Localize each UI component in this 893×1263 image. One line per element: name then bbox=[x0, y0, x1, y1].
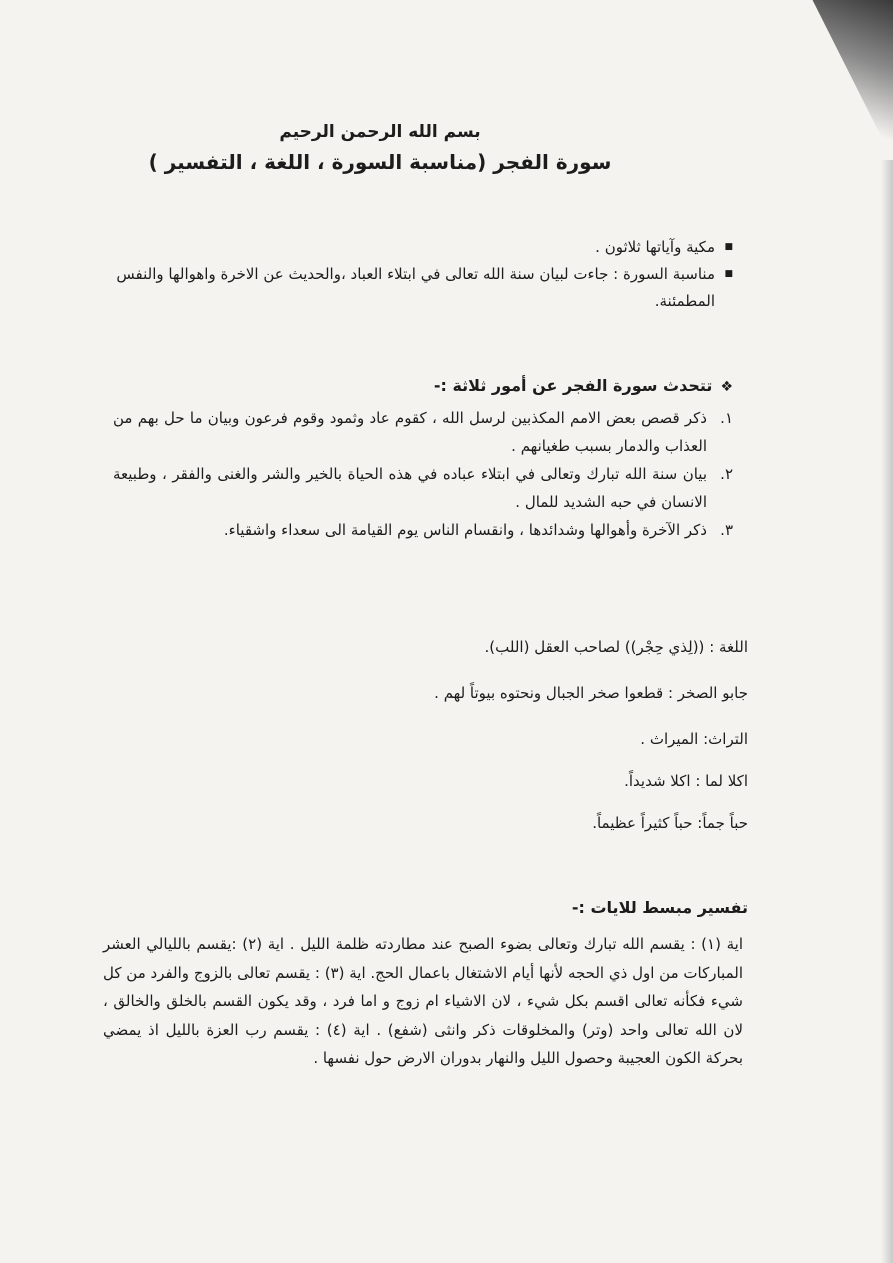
page-title: سورة الفجر (مناسبة السورة ، اللغة ، التفسير ) bbox=[148, 150, 612, 174]
topic-number: ٣. bbox=[720, 521, 733, 539]
topics-heading: ❖تتحدث سورة الفجر عن أمور ثلاثة :- bbox=[433, 376, 733, 395]
diamond-bullet-icon: ❖ bbox=[720, 379, 733, 395]
topic-text: ذكر قصص بعض الامم المكذبين لرسل الله ، كقوم عاد وثمود وقوم فرعون وبيان ما حل بهم من العذاب والدمار بسبب طغيانهم . bbox=[113, 409, 707, 455]
scan-corner-shadow bbox=[778, 0, 893, 160]
scan-edge-shadow bbox=[881, 160, 893, 1263]
topic-item bbox=[113, 460, 733, 516]
language-line: حباً جماً: حباً كثيراً عظيماً. bbox=[592, 814, 748, 832]
topic-item bbox=[113, 404, 733, 460]
language-line: التراث: الميراث . bbox=[640, 730, 748, 748]
topic-number: ٢. bbox=[720, 465, 733, 483]
bullet-square-icon: ■ bbox=[724, 242, 733, 252]
topic-item bbox=[113, 516, 733, 544]
topic-number: ١. bbox=[720, 409, 733, 427]
topic-text: بيان سنة الله تبارك وتعالى في ابتلاء عباده في هذه الحياة بالخير والشر والغنى والفقر ، وطبيعة الانسان في حبه الشديد للمال . bbox=[113, 465, 707, 511]
language-line: اكلا لما : اكلا شديداً. bbox=[624, 772, 748, 790]
intro-item-text: مناسبة السورة : جاءت لبيان سنة الله تعالى في ابتلاء العباد ،والحديث عن الاخرة واهوالها والنفس المطمئنة. bbox=[116, 265, 715, 310]
intro-item bbox=[113, 261, 733, 315]
intro-item bbox=[113, 234, 733, 261]
tafsir-body: اية (١) : يقسم الله تبارك وتعالى بضوء الصبح عند مطاردته ظلمة الليل . اية (٢) :يقسم بالليالي العشر المباركات من اول ذي الحجه لأنها أيام الاشتغال باعمال الحج. اية (٣) : يقسم تعالى بالزوج والفرد من كل شيء فكأنه تعالى اقسم بكل شيء ، لان الاشياء ام زوج و اما فرد ، وقد يكون القسم بالخلق والخالق ، لان الله تعالى واحد (وتر) والمخلوقات ذكر وانثى (شفع) . اية (٤) : يقسم رب العزة بالليل اذ يمضي بحركة الكون العجيبة وحصول الليل والنهار بدوران الارض حول نفسها . bbox=[103, 935, 744, 1067]
language-label: اللغة : bbox=[709, 638, 748, 656]
language-text: ((لِذي حِجْر)) لصاحب العقل (اللب). bbox=[484, 638, 705, 656]
topic-text: ذكر الآخرة وأهوالها وشدائدها ، وانقسام الناس يوم القيامة الى سعداء واشقياء. bbox=[223, 521, 707, 539]
language-line bbox=[148, 638, 748, 656]
bullet-square-icon: ■ bbox=[724, 269, 733, 279]
intro-item-text: مكية وآياتها ثلاثون . bbox=[595, 238, 715, 256]
topics-list bbox=[113, 404, 733, 544]
basmala: بسم الله الرحمن الرحيم bbox=[279, 122, 481, 142]
intro-list bbox=[113, 234, 733, 315]
tafsir-heading: تفسير مبسط للايات :- bbox=[571, 898, 748, 917]
language-line: جابو الصخر : قطعوا صخر الجبال ونحتوه بيوتاً لهم . bbox=[434, 684, 748, 702]
